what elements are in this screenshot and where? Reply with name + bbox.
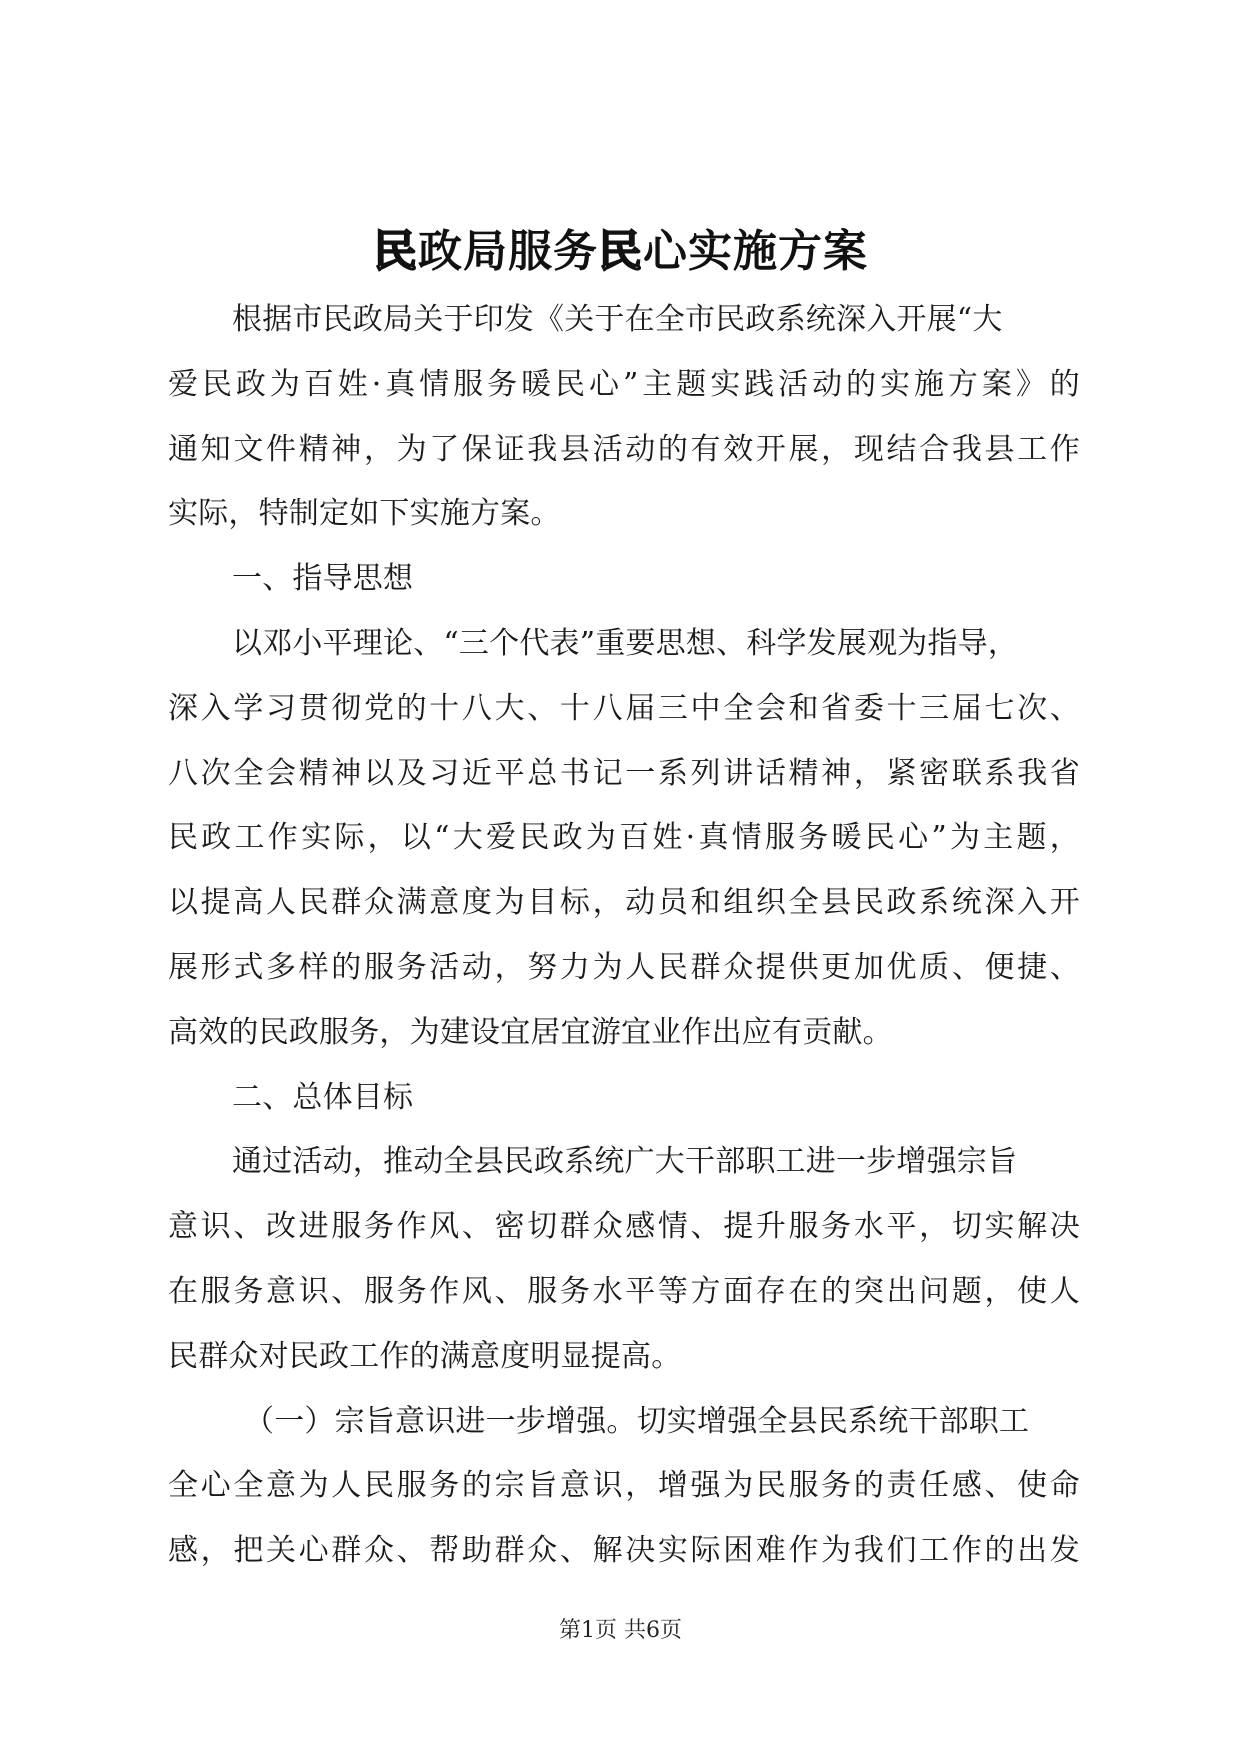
page-footer: 第1页 共6页 [559, 1618, 682, 1643]
paragraph-line: 以邓小平理论、“三个代表”重要思想、科学发展观为指导， [232, 625, 1019, 661]
paragraph-line: 八次全会精神以及习近平总书记一系列讲话精神，紧密联系我省 [168, 755, 1080, 791]
title-part: 政局服务 [418, 226, 598, 277]
paragraph-line: 民群众对民政工作的满意度明显提高。 [168, 1338, 682, 1374]
paragraph-line: 深入学习贯彻党的十八大、十八届三中全会和省委十三届七次、 [168, 690, 1080, 726]
section-heading: 一、指导思想 [232, 561, 414, 597]
subsection-line: （一）宗旨意识进一步增强。切实增强全县民系统干部职工 [244, 1403, 1030, 1439]
paragraph-line: 通知文件精神，为了保证我县活动的有效开展，现结合我县工作 [168, 431, 1080, 467]
document-body [168, 288, 1080, 1584]
paragraph-line: 感，把关心群众、帮助群众、解决实际困难作为我们工作的出发 [168, 1533, 1080, 1569]
paragraph-line: 展形式多样的服务活动，努力为人民群众提供更加优质、便捷、 [168, 949, 1080, 985]
paragraph-line: 高效的民政服务，为建设宜居宜游宜业作出应有贡献。 [168, 1014, 893, 1050]
page-title [0, 222, 1241, 282]
paragraph-line: 爱民政为百姓·真情服务暖民心”主题实践活动的实施方案》的 [168, 366, 1080, 402]
paragraph-line: 实际，特制定如下实施方案。 [168, 496, 561, 532]
paragraph-line: 在服务意识、服务作风、服务水平等方面存在的突出问题，使人 [168, 1273, 1080, 1309]
paragraph-line: 根据市民政局关于印发《关于在全市民政系统深入开展“大 [232, 302, 1003, 337]
paragraph-line: 意识、改进服务作风、密切群众感情、提升服务水平，切实解决 [168, 1209, 1080, 1245]
title-part-outlined: 民 [373, 226, 418, 277]
title-part-outlined: 民 [598, 226, 643, 277]
paragraph-line: 以提高人民群众满意度为目标，动员和组织全县民政系统深入开 [168, 885, 1080, 921]
title-part: 心实施方案 [643, 226, 868, 277]
paragraph-line: 全心全意为人民服务的宗旨意识，增强为民服务的责任感、使命 [168, 1468, 1080, 1504]
section-heading: 二、总体目标 [232, 1079, 414, 1115]
paragraph-line: 民政工作实际，以“大爱民政为百姓·真情服务暖民心”为主题， [168, 820, 1080, 856]
paragraph-line: 通过活动，推动全县民政系统广大干部职工进一步增强宗旨 [232, 1144, 1018, 1180]
